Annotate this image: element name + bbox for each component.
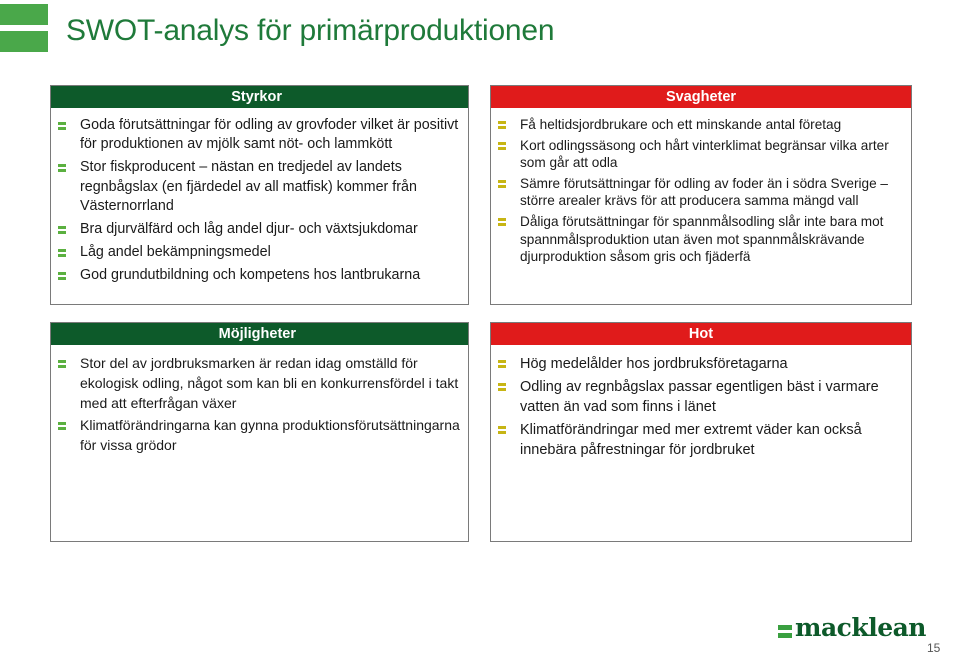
double-bar-bullet-icon	[498, 121, 506, 129]
list-item: God grundutbildning och kompetens hos lantbrukarna	[51, 266, 468, 285]
double-bar-bullet-icon	[58, 272, 66, 280]
list-item: Sämre förutsättningar för odling av foder än i södra Sverige – större arealer krävs för att producera samma mängd vall	[491, 175, 911, 210]
weaknesses-heading: Svagheter	[491, 86, 911, 108]
list-item: Klimatförändringar med mer extremt väder kan också innebära påfrestningar för jordbruket	[491, 420, 911, 460]
double-bar-bullet-icon	[58, 122, 66, 130]
list-item: Klimatförändringarna kan gynna produktionsförutsättningarna för vissa grödor	[51, 416, 468, 456]
page-number: 15	[927, 641, 941, 655]
list-item: Bra djurvälfärd och låg andel djur- och växtsjukdomar	[51, 220, 468, 239]
double-bar-bullet-icon	[498, 360, 506, 368]
threats-list	[491, 345, 911, 460]
page-title: SWOT-analys för primärproduktionen	[66, 14, 555, 47]
double-bar-bullet-icon	[58, 422, 66, 430]
list-item: Odling av regnbågslax passar egentligen bäst i varmare vatten än vad som finns i länet	[491, 377, 911, 417]
list-item: Goda förutsättningar för odling av grovfoder vilket är positivt för produktionen av mjölk samt nöt- och lammkött	[51, 116, 468, 154]
threats-heading: Hot	[491, 323, 911, 345]
double-bar-bullet-icon	[498, 426, 506, 434]
list-item: Hög medelålder hos jordbruksföretagarna	[491, 354, 911, 374]
double-bar-bullet-icon	[498, 218, 506, 226]
weaknesses-list	[491, 108, 911, 266]
double-bar-bullet-icon	[58, 226, 66, 234]
list-item: Dåliga förutsättningar för spannmålsodling slår inte bara mot spannmålsproduktion utan även mot spannmålskrävande djurproduktion såsom gris och fjäderfä	[491, 213, 911, 266]
opportunities-box	[50, 322, 469, 542]
weaknesses-box	[490, 85, 912, 305]
threats-box	[490, 322, 912, 542]
double-bar-bullet-icon	[58, 164, 66, 172]
corner-brand-mark	[0, 4, 48, 54]
strengths-list	[51, 108, 468, 286]
logo-text: macklean	[795, 613, 926, 642]
double-bar-bullet-icon	[498, 142, 506, 150]
double-bar-bullet-icon	[498, 180, 506, 188]
strengths-heading: Styrkor	[51, 86, 468, 108]
list-item: Låg andel bekämpningsmedel	[51, 243, 468, 262]
opportunities-heading: Möjligheter	[51, 323, 468, 345]
double-bar-bullet-icon	[58, 360, 66, 368]
logo-bars-icon	[778, 625, 792, 639]
list-item: Få heltidsjordbrukare och ett minskande antal företag	[491, 116, 911, 134]
strengths-box	[50, 85, 469, 305]
list-item: Stor fiskproducent – nästan en tredjedel av landets regnbågslax (en fjärdedel av all matfisk) kommer från Västernorrland	[51, 158, 468, 216]
double-bar-bullet-icon	[498, 383, 506, 391]
list-item: Stor del av jordbruksmarken är redan idag omställd för ekologisk odling, något som kan bli en konkurrensfördel i takt med att efterfrågan växer	[51, 354, 468, 413]
double-bar-bullet-icon	[58, 249, 66, 257]
list-item: Kort odlingssäsong och hårt vinterklimat begränsar vilka arter som går att odla	[491, 137, 911, 172]
opportunities-list	[51, 345, 468, 456]
